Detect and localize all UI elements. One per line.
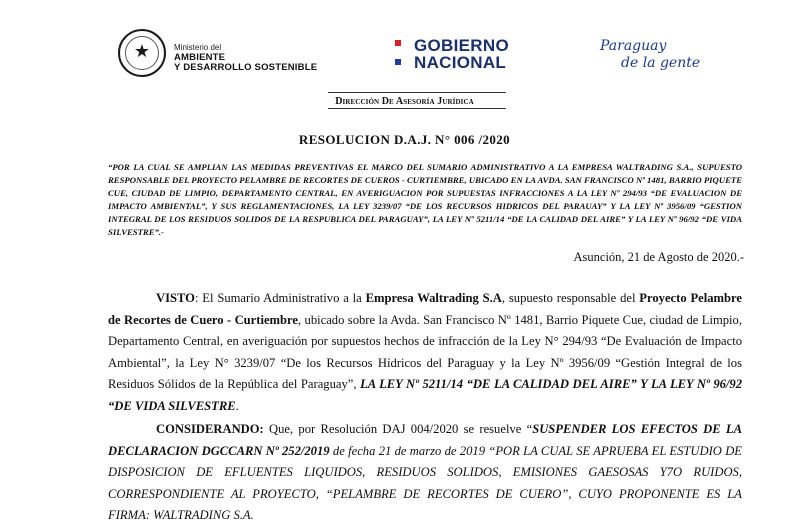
considerando-suspension: SUSPENDER LOS EFECTOS DE LA DECLARACION DGCCARN Nº 252/2019 (108, 422, 742, 458)
visto-text-2: , supuesto responsable del (501, 291, 640, 305)
visto-label: VISTO (156, 291, 195, 305)
considerando-text-1: Que, por Resolución DAJ 004/2020 se resuelve “ (263, 422, 533, 436)
gobierno-line2: NACIONAL (414, 53, 507, 72)
gobierno-nacional-logo (414, 37, 509, 71)
visto-paragraph (108, 288, 742, 417)
considerando-label: CONSIDERANDO: (156, 422, 264, 436)
resolution-summary: “POR LA CUAL SE AMPLIAN LAS MEDIDAS PREVENTIVAS EL MARCO DEL SUMARIO ADMINISTRATIVO A LA EMPRESA WALTRADING S.A., SUPUESTO RESPONSABLE DEL PROYECTO PELAMBRE DE RECORTES DE CUEROS - CURTIEMBRE, UBICADO EN LA AVDA. SAN FRANCISCO Nº 1481, BARRIO PIQUETE CUE, CIUDAD DE LIMPIO, DEPARTAMENTO CENTRAL, EN AVERIGUACION POR SUPUESTAS INFRACCIONES A LA LEY Nº 294/93 “DE EVALUACION DE IMPACTO AMBIENTAL”, Y SUS REGLAMENTACIONES, LA LEY 3239/07 “DE LOS RECURSOS HIDRICOS DEL PARAUAY” Y LA LEY Nº 3956/09 “GESTION INTEGRAL DE LOS RESIDUOS SOLIDOS DE LA RESPUBLICA DEL PARAGUAY”, LA LEY Nº 5211/14 “DE LA CALIDAD DEL AIRE” Y LA LEY Nº 96/92 “DE VIDA SILVESTRE”.- (108, 162, 742, 237)
visto-project: Proyecto Pelambre de Recortes de Cuero - Curtiembre (108, 291, 742, 327)
document-date: Asunción, 21 de Agosto de 2020.- (573, 250, 744, 264)
divider (328, 108, 506, 109)
ministry-line1: Ministerio del (174, 43, 222, 52)
star-icon: ★ (133, 41, 151, 62)
ministry-line3: Y DESARROLLO SOSTENIBLE (174, 62, 318, 73)
considerando-paragraph (108, 419, 742, 527)
visto-text-4: . (235, 398, 239, 413)
visto-text-1: : El Sumario Administrativo a la (194, 291, 366, 305)
visto-company: Empresa Waltrading S.A (365, 291, 502, 305)
gobierno-flag-icon (395, 40, 409, 72)
paraguay-national-seal-icon (118, 29, 166, 77)
ministry-logo (174, 43, 317, 73)
department-heading: Dirección De Asesoría Jurídica (335, 96, 474, 107)
divider (328, 92, 506, 93)
paraguay-de-la-gente-logo (600, 38, 700, 72)
visto-text-3: , ubicado sobre la Avda. San Francisco Nº 1481, Barrio Piquete Cue, ciudad de Limpio, Departamento Central, en averiguación por supuestos hechos de infracción de la Ley N° 294/93 “De Evaluación de Impacto Ambiental”, la Ley N° 3239/07 “De los Recursos Hídricos del Paraguay y la Ley Nº 3956/09 “Gestión Integral de los Residuos Sólidos de la República del Paraguay”, (108, 312, 742, 391)
ministry-line2: AMBIENTE (174, 52, 226, 63)
visto-laws: LA LEY Nº 5211/14 “DE LA CALIDAD DEL AIRE” Y LA LEY Nº 96/92 “DE VIDA SILVESTRE (108, 377, 742, 413)
slogan-line1: Paraguay (600, 38, 667, 54)
resolution-title: RESOLUCION D.A.J. N° 006 /2020 (298, 132, 511, 147)
slogan-line2: de la gente (621, 55, 701, 71)
gobierno-line1: GOBIERNO (414, 36, 509, 55)
considerando-text-2: de fecha 21 de marzo de 2019 “POR LA CUAL SE APRUEBA EL ESTUDIO DE DISPOSICION DE EFLUENTES LIQUIDOS, RESIDUOS SOLIDOS, EMISIONES GAESOSAS Y7O RUIDOS, CORRESPONDIENTE AL PROYECTO, “PELAMBRE DE RECORTES DE CUERO”, CUYO PROPONENTE ES LA FIRMA: WALTRADING S.A. (108, 443, 742, 522)
